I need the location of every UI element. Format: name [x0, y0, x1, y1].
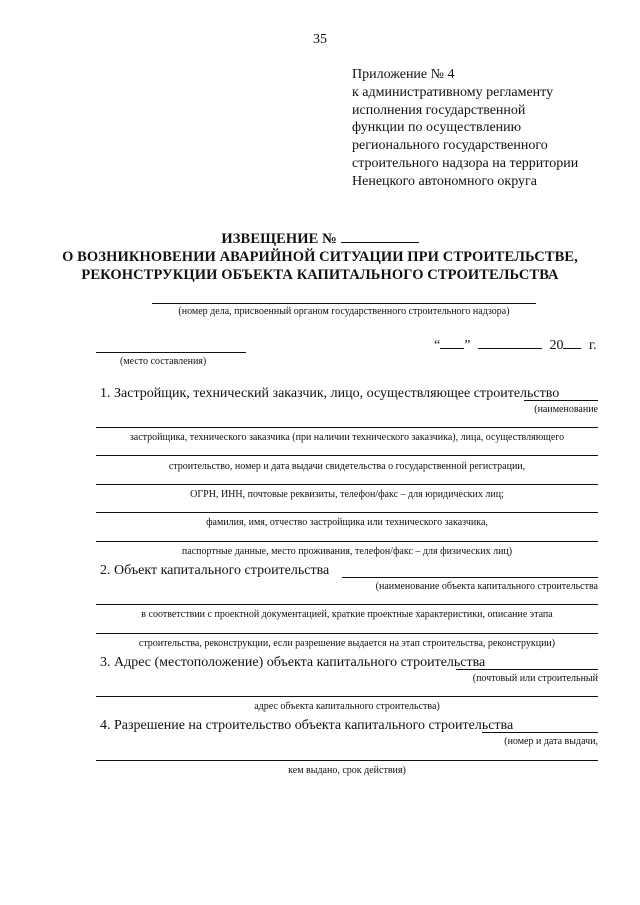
- section2-label: 2. Объект капитального строительства: [100, 563, 330, 578]
- section2-line[interactable]: [96, 604, 598, 605]
- section4-field[interactable]: [482, 732, 598, 733]
- appendix-line: к административному регламенту: [352, 84, 554, 100]
- section1-caption: фамилия, имя, отчество застройщика или технического заказчика,: [206, 517, 488, 528]
- section1-label: 1. Застройщик, технический заказчик, лицо, осуществляющее строительство: [100, 386, 560, 401]
- section4-caption: кем выдано, срок действия): [288, 765, 406, 776]
- notice-number-field[interactable]: [341, 242, 419, 243]
- date-open-quote: “: [434, 338, 441, 353]
- section1-line[interactable]: [96, 455, 598, 456]
- section3-line[interactable]: [96, 696, 598, 697]
- notice-title: [0, 231, 640, 248]
- section2-caption-right: (наименование объекта капитального строительства: [375, 581, 598, 592]
- section2-line[interactable]: [96, 633, 598, 634]
- section1-line[interactable]: [96, 484, 598, 485]
- section3-label: 3. Адрес (местоположение) объекта капитального строительства: [100, 655, 486, 670]
- case-number-field[interactable]: [152, 303, 536, 304]
- appendix-line: Ненецкого автономного округа: [352, 173, 537, 189]
- section1-caption: строительство, номер и дата выдачи свидетельства о государственной регистрации,: [168, 461, 526, 472]
- appendix-block: [352, 66, 578, 191]
- section2-caption: в соответствии с проектной документацией, краткие проектные характеристики, описание этапа: [141, 609, 553, 620]
- section2-field[interactable]: [342, 577, 598, 578]
- section4-label: 4. Разрешение на строительство объекта капитального строительства: [100, 718, 514, 733]
- section3-caption-right: (почтовый или строительный: [472, 673, 598, 684]
- appendix-line: строительного надзора на территории: [352, 155, 579, 171]
- place-field[interactable]: [96, 352, 246, 353]
- notice-subtitle-2: РЕКОНСТРУКЦИИ ОБЪЕКТА КАПИТАЛЬНОГО СТРОИТЕЛЬСТВА: [81, 267, 559, 283]
- section4-line[interactable]: [96, 760, 598, 761]
- month-field[interactable]: [478, 348, 542, 349]
- appendix-line: исполнения государственной: [352, 102, 526, 118]
- section1-caption: ОГРН, ИНН, почтовые реквизиты, телефон/факс – для юридических лиц;: [190, 489, 504, 500]
- year-field[interactable]: [563, 348, 581, 349]
- section3-field[interactable]: [456, 669, 598, 670]
- notice-subtitle-1: О ВОЗНИКНОВЕНИИ АВАРИЙНОЙ СИТУАЦИИ ПРИ СТРОИТЕЛЬСТВЕ,: [62, 249, 578, 265]
- section1-caption: застройщика, технического заказчика (при наличии технического заказчика), лица, осуществляющего: [129, 432, 565, 443]
- place-caption: (место составления): [120, 356, 207, 367]
- year-suffix: г.: [588, 338, 597, 353]
- page-number: 35: [313, 32, 327, 47]
- case-number-caption: (номер дела, присвоенный органом государственного строительного надзора): [178, 306, 510, 317]
- section1-line[interactable]: [96, 512, 598, 513]
- day-field[interactable]: [440, 348, 464, 349]
- date-field: [434, 338, 597, 354]
- section2-caption: строительства, реконструкции, если разрешение выдается на этап строительства, реконструкции): [138, 638, 556, 649]
- section1-line[interactable]: [96, 427, 598, 428]
- section4-caption-right: (номер и дата выдачи,: [504, 736, 598, 747]
- section1-line[interactable]: [96, 541, 598, 542]
- appendix-line: регионального государственного: [352, 138, 548, 154]
- section3-caption: адрес объекта капитального строительства): [254, 701, 440, 712]
- appendix-line: Приложение № 4: [352, 67, 455, 82]
- section1-caption: паспортные данные, место проживания, телефон/факс – для физических лиц): [181, 546, 513, 557]
- date-close-quote: ”: [464, 338, 471, 353]
- section1-field[interactable]: [524, 400, 598, 401]
- year-prefix: 20: [549, 338, 564, 353]
- notice-title-label: ИЗВЕЩЕНИЕ №: [221, 231, 337, 247]
- section1-caption-right: (наименование: [534, 404, 598, 415]
- appendix-line: функции по осуществлению: [352, 120, 522, 136]
